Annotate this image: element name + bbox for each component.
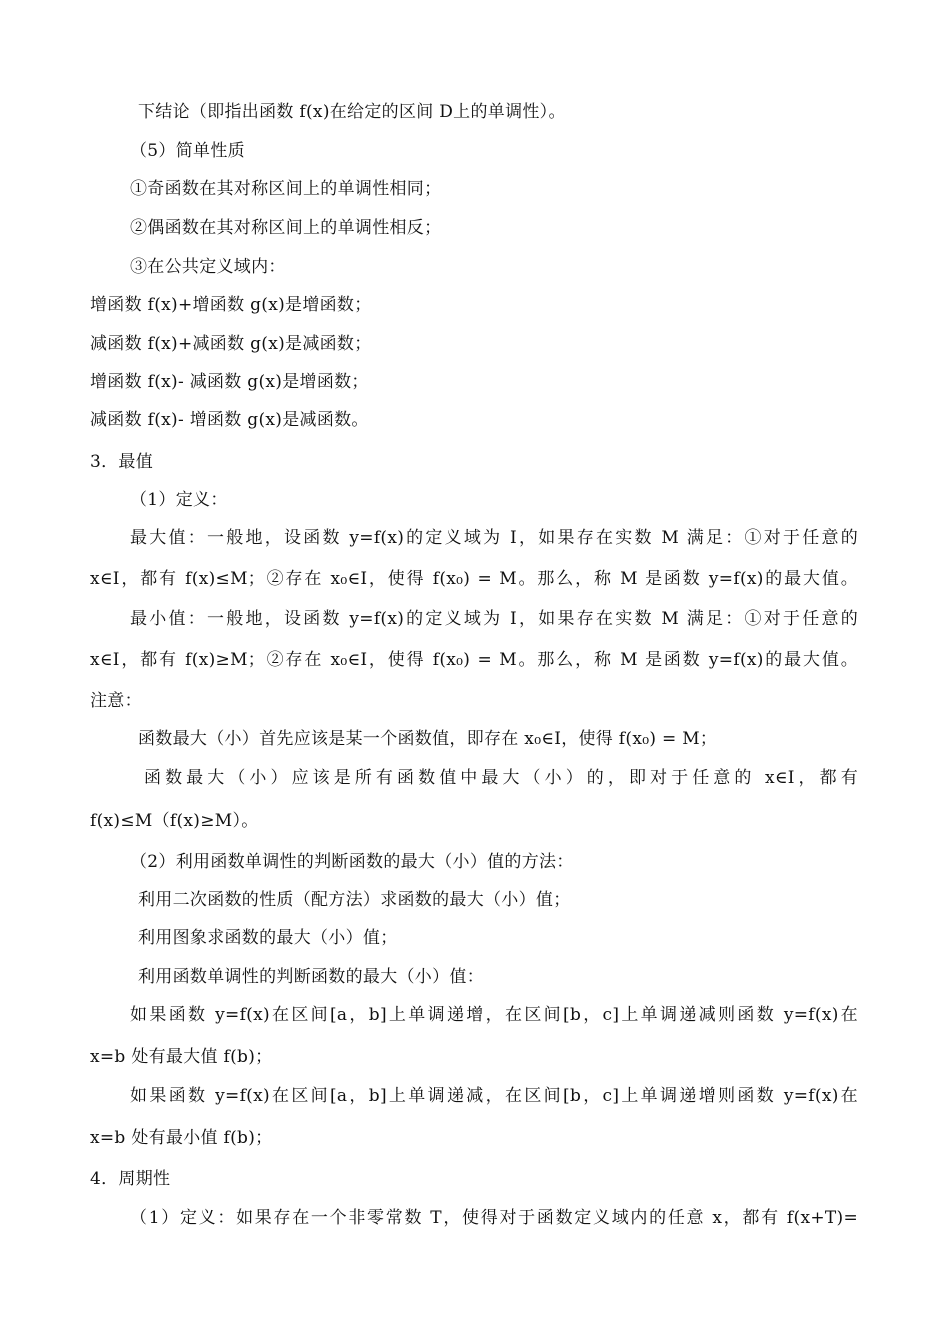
line-method-graph: 利用图象求函数的最大（小）值； — [138, 928, 398, 948]
line-definition-heading: （1）定义： — [130, 490, 228, 510]
line-minimum-definition-1: 最小值：一般地，设函数 y=f(x)的定义域为 I，如果存在实数 M 满足：①对于任意的 — [130, 609, 858, 629]
line-conclusion: 下结论（即指出函数 f(x)在给定的区间 D上的单调性）。 — [138, 102, 566, 122]
section-heading-periodicity: 4．周期性 — [90, 1169, 171, 1189]
line-increasing-plus-increasing: 增函数 f(x)+增函数 g(x)是增函数； — [90, 295, 372, 315]
line-decreasing-minus-increasing: 减函数 f(x)- 增函数 g(x)是减函数。 — [90, 410, 369, 430]
line-note-2-continued: f(x)≤M（f(x)≥M）。 — [90, 811, 259, 831]
line-maximum-definition-2: x∈I，都有 f(x)≤M；②存在 x₀∈I，使得 f(x₀) = M。那么，称 M 是函数 y=f(x)的最大值。 — [90, 569, 858, 589]
line-min-case-2: x=b 处有最小值 f(b)； — [90, 1128, 273, 1148]
line-periodicity-definition: （1）定义：如果存在一个非零常数 T，使得对于函数定义域内的任意 x，都有 f(x+T)= — [130, 1208, 858, 1228]
line-note-heading: 注意： — [90, 691, 142, 711]
line-decreasing-plus-decreasing: 减函数 f(x)+减函数 g(x)是减函数； — [90, 334, 372, 354]
line-min-case-1: 如果函数 y=f(x)在区间[a，b]上单调递减，在区间[b，c]上单调递增则函数 y=f(x)在 — [130, 1086, 858, 1106]
section-heading-extrema: 3．最值 — [90, 452, 154, 472]
line-even-function-property: ②偶函数在其对称区间上的单调性相反； — [130, 218, 442, 238]
line-maximum-definition-1: 最大值：一般地，设函数 y=f(x)的定义域为 I，如果存在实数 M 满足：①对于任意的 — [130, 528, 858, 548]
line-simple-properties-heading: （5）简单性质 — [130, 141, 245, 161]
line-increasing-minus-decreasing: 增函数 f(x)- 减函数 g(x)是增函数； — [90, 372, 369, 392]
line-method-monotonicity: 利用函数单调性的判断函数的最大（小）值： — [138, 967, 484, 987]
line-note-1: 函数最大（小）首先应该是某一个函数值，即存在 x₀∈I，使得 f(x₀) = M； — [138, 729, 718, 749]
line-method-heading: （2）利用函数单调性的判断函数的最大（小）值的方法： — [130, 852, 574, 872]
line-minimum-definition-2: x∈I，都有 f(x)≥M；②存在 x₀∈I，使得 f(x₀) = M。那么，称 M 是函数 y=f(x)的最大值。 — [90, 650, 858, 670]
line-method-quadratic: 利用二次函数的性质（配方法）求函数的最大（小）值； — [138, 890, 571, 910]
line-common-domain: ③在公共定义域内： — [130, 257, 286, 277]
line-max-case-1: 如果函数 y=f(x)在区间[a，b]上单调递增，在区间[b，c]上单调递减则函数 y=f(x)在 — [130, 1005, 858, 1025]
line-note-2: 函数最大（小）应该是所有函数值中最大（小）的，即对于任意的 x∈I，都有 — [144, 768, 858, 788]
line-max-case-2: x=b 处有最大值 f(b)； — [90, 1047, 273, 1067]
line-odd-function-property: ①奇函数在其对称区间上的单调性相同； — [130, 179, 442, 199]
